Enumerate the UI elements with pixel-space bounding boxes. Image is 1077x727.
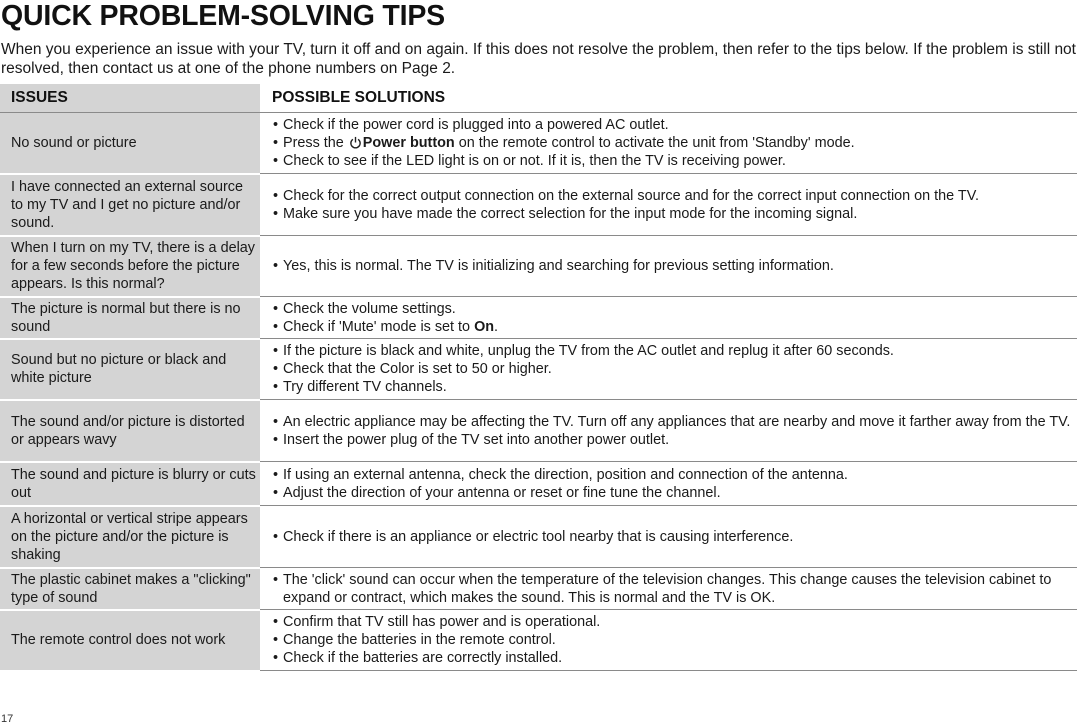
table-row	[0, 506, 1077, 568]
page-number: 17	[1, 713, 14, 725]
solution-item: • If using an external antenna, check the direction, position and connection of the antenna.	[273, 466, 1073, 484]
solutions-cell	[260, 297, 1077, 339]
table-row	[0, 297, 1077, 339]
solution-item: • The 'click' sound can occur when the temperature of the television changes. This change causes the television cabinet to expand or contract, which makes the sound. This is normal and the TV is OK.	[273, 571, 1073, 607]
issue-cell: No sound or picture	[0, 113, 260, 174]
issue-cell: A horizontal or vertical stripe appears on the picture and/or the picture is shaking	[0, 506, 260, 568]
solution-item: • Change the batteries in the remote control.	[273, 631, 1073, 649]
issues-header: ISSUES	[0, 84, 260, 113]
table-row	[0, 400, 1077, 462]
solutions-cell	[260, 506, 1077, 568]
solutions-list	[273, 187, 1073, 223]
solutions-list	[273, 528, 1073, 546]
solution-item: • Check that the Color is set to 50 or higher.	[273, 360, 1073, 378]
solutions-list	[273, 257, 1073, 275]
solutions-cell	[260, 113, 1077, 174]
solution-text: Press the	[283, 135, 348, 151]
table-header-row	[0, 84, 1077, 113]
table-row	[0, 174, 1077, 236]
table-row	[0, 462, 1077, 506]
solutions-cell	[260, 339, 1077, 400]
solution-item: • Yes, this is normal. The TV is initializing and searching for previous setting information.	[273, 257, 1073, 275]
table-row	[0, 236, 1077, 297]
solutions-list	[273, 116, 1073, 170]
table-row	[0, 568, 1077, 610]
solutions-list	[273, 571, 1073, 607]
table-row	[0, 339, 1077, 400]
solutions-cell	[260, 568, 1077, 610]
solution-item: • Check if 'Mute' mode is set to On.	[273, 318, 1073, 336]
solutions-list	[273, 300, 1073, 336]
issue-cell: The remote control does not work	[0, 610, 260, 671]
power-icon	[349, 136, 362, 149]
solution-item: • Check if the batteries are correctly installed.	[273, 649, 1073, 667]
table-row	[0, 113, 1077, 174]
solution-item: • Check if there is an appliance or electric tool nearby that is causing interference.	[273, 528, 1073, 546]
solutions-list	[273, 342, 1073, 396]
solutions-list	[273, 413, 1073, 449]
solution-item: • Adjust the direction of your antenna or reset or fine tune the channel.	[273, 484, 1073, 502]
solutions-list	[273, 613, 1073, 667]
solutions-cell	[260, 174, 1077, 236]
intro-paragraph: When you experience an issue with your TV, turn it off and on again. If this does not resolve the problem, then refer to the tips below. If the problem is still not resolved, then contact us at one of the phone numbers on Page 2.	[1, 41, 1076, 77]
issue-cell: The sound and/or picture is distorted or appears wavy	[0, 400, 260, 462]
solution-text: on the remote control to activate the unit from 'Standby' mode.	[454, 135, 855, 151]
solutions-cell	[260, 462, 1077, 506]
solution-item: • If the picture is black and white, unplug the TV from the AC outlet and replug it after 60 seconds.	[273, 342, 1073, 360]
solutions-list	[273, 466, 1073, 502]
solution-item: • An electric appliance may be affecting the TV. Turn off any appliances that are nearby and move it farther away from the TV.	[273, 413, 1073, 431]
solution-item: • Check for the correct output connection on the external source and for the correct input connection on the TV.	[273, 187, 1073, 205]
issue-cell: The sound and picture is blurry or cuts out	[0, 462, 260, 506]
solutions-cell	[260, 236, 1077, 297]
power-button-label: Power button	[362, 135, 455, 151]
solution-item: • Confirm that TV still has power and is operational.	[273, 613, 1073, 631]
tips-table	[0, 84, 1077, 672]
issue-cell: Sound but no picture or black and white picture	[0, 339, 260, 400]
table-row	[0, 610, 1077, 671]
issue-cell: The plastic cabinet makes a "clicking" type of sound	[0, 568, 260, 610]
solution-item: • Check if the power cord is plugged into a powered AC outlet.	[273, 116, 1073, 134]
issue-cell: When I turn on my TV, there is a delay for a few seconds before the picture appears. Is this normal?	[0, 236, 260, 297]
solution-item	[273, 134, 1073, 152]
solution-item: • Try different TV channels.	[273, 378, 1073, 396]
solutions-cell	[260, 400, 1077, 462]
solutions-cell	[260, 610, 1077, 671]
issue-cell: I have connected an external source to my TV and I get no picture and/or sound.	[0, 174, 260, 236]
solution-item: • Make sure you have made the correct selection for the input mode for the incoming signal.	[273, 205, 1073, 223]
solution-item: • Insert the power plug of the TV set into another power outlet.	[273, 431, 1073, 449]
issue-cell: The picture is normal but there is no sound	[0, 297, 260, 339]
solution-item: • Check to see if the LED light is on or not. If it is, then the TV is receiving power.	[273, 152, 1073, 170]
on-emphasis: On	[474, 318, 495, 335]
solution-item: • Check the volume settings.	[273, 300, 1073, 318]
tips-table-body	[0, 113, 1077, 671]
page-title: QUICK PROBLEM-SOLVING TIPS	[1, 0, 445, 32]
solutions-header: POSSIBLE SOLUTIONS	[260, 84, 1077, 113]
